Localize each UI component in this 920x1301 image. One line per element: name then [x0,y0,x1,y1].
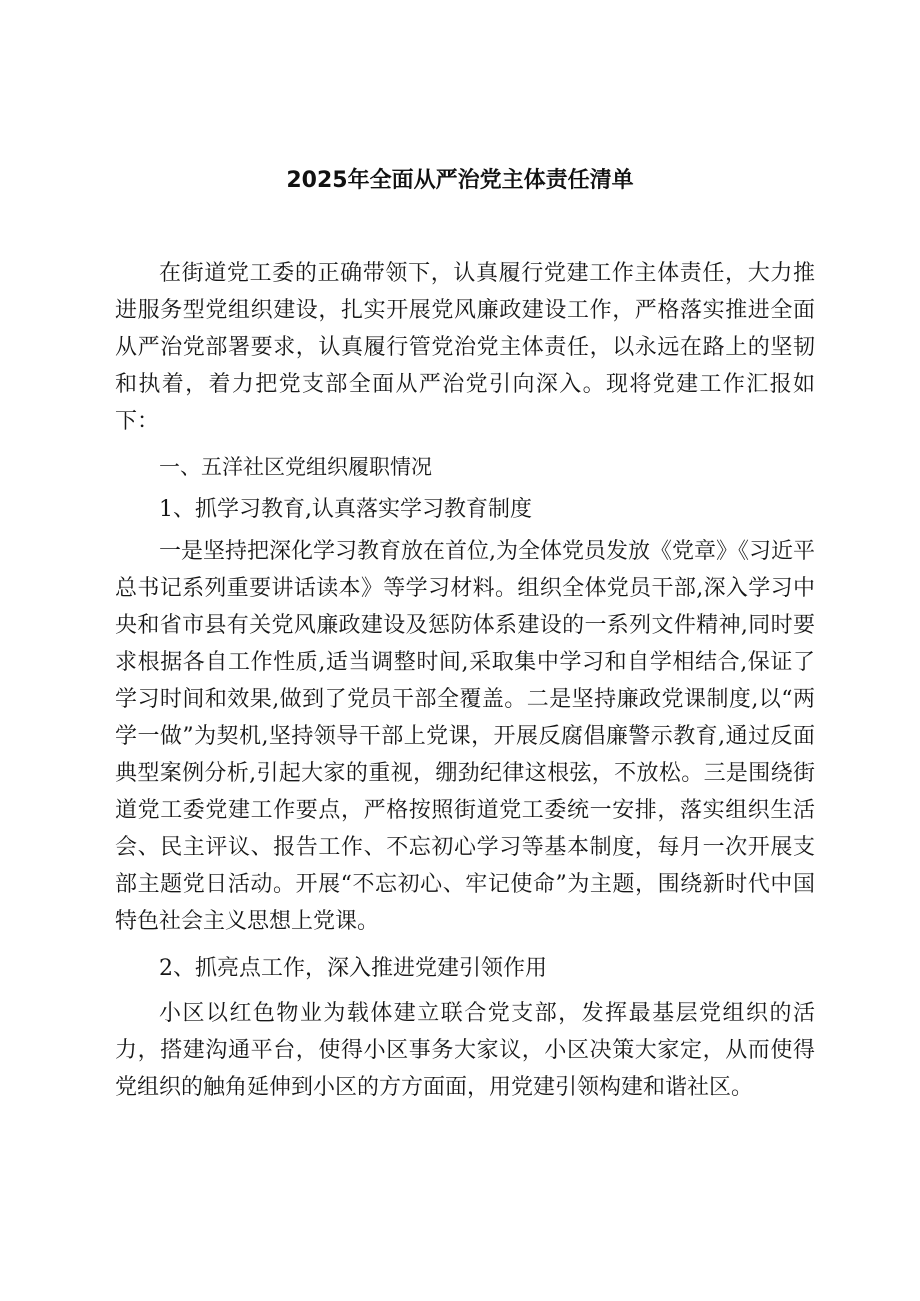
document-body [115,255,815,1106]
subsection-heading: 2、抓亮点工作，深入推进党建引领作用 [159,956,547,981]
body-paragraph: 小区以红色物业为载体建立联合党支部，发挥最基层党组织的活力，搭建沟通平台，使得小区事务大家议，小区决策大家定，从而使得党组织的触角延伸到小区的方方面面，用党建引领构建和谐社区。 [115,1001,815,1100]
document-title: 2025年全面从严治党主体责任清单 [286,168,634,193]
section-heading: 一、五洋社区党组织履职情况 [159,455,432,479]
intro-paragraph: 在街道党工委的正确带领下，认真履行党建工作主体责任，大力推进服务型党组织建设，扎实开展党风廉政建设工作，严格落实推进全面从严治党部署要求，认真履行管党治党主体责任，以永远在路上的坚韧和执着，着力把党支部全面从严治党引向深入。现将党建工作汇报如下： [115,261,815,434]
subsection-heading: 1、抓学习教育,认真落实学习教育制度 [159,497,532,522]
body-paragraph: 一是坚持把深化学习教育放在首位,为全体党员发放《党章》《习近平总书记系列重要讲话读本》等学习材料。组织全体党员干部,深入学习中央和省市县有关党风廉政建设及惩防体系建设的一系列文件精神,同时要求根据各自工作性质,适当调整时间,采取集中学习和自学相结合,保证了学习时间和效果,做到了党员干部全覆盖。二是坚持廉政党课制度,以“两学一做”为契机,坚持领导干部上党课，开展反腐倡廉警示教育,通过反面典型案例分析,引起大家的重视，绷劲纪律这根弦，不放松。三是围绕街道党工委党建工作要点，严格按照街道党工委统一安排，落实组织生活会、民主评议、报告工作、不忘初心学习等基本制度，每月一次开展支部主题党日活动。开展“不忘初心、牢记使命”为主题，围绕新时代中国特色社会主义思想上党课。 [115,539,815,934]
